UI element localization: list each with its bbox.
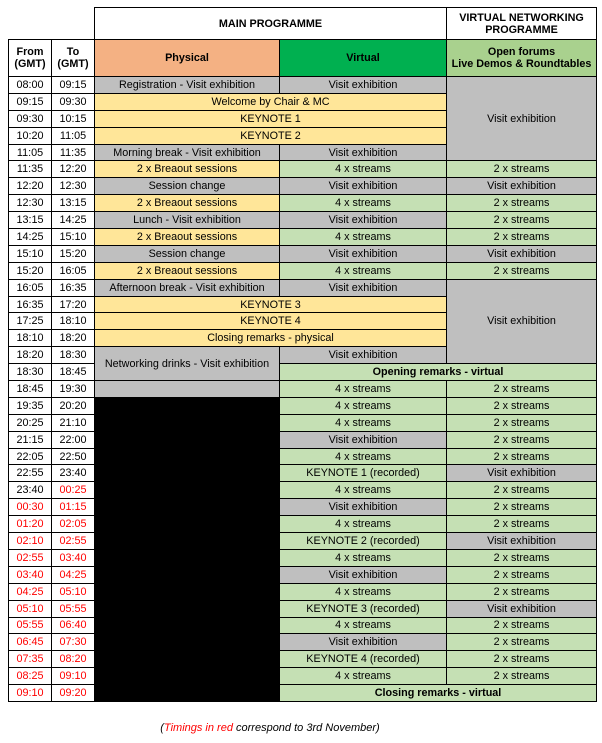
from-time: 20:25 [9, 414, 52, 431]
to-time: 12:30 [52, 178, 95, 195]
programme-table [8, 7, 597, 702]
table-row [9, 77, 597, 94]
note-red-label: Timings in red [163, 722, 233, 734]
physical-cell: Registration - Visit exhibition [95, 77, 280, 94]
to-time: 18:20 [52, 330, 95, 347]
to-time: 01:15 [52, 499, 95, 516]
from-time: 14:25 [9, 229, 52, 246]
from-time: 09:10 [9, 685, 52, 702]
from-time: 17:25 [9, 313, 52, 330]
physical-cell: Networking drinks - Visit exhibition [95, 347, 280, 381]
virtual-cell: 4 x streams [280, 583, 447, 600]
virtual-cell: KEYNOTE 1 (recorded) [280, 465, 447, 482]
from-time: 22:05 [9, 448, 52, 465]
open-cell: 2 x streams [447, 634, 597, 651]
to-time: 07:30 [52, 634, 95, 651]
header-blank-to [52, 8, 95, 40]
to-time: 14:25 [52, 212, 95, 229]
from-time: 09:30 [9, 110, 52, 127]
open-cell: Visit exhibition [447, 178, 597, 195]
header-row-1 [9, 8, 597, 40]
to-time: 13:15 [52, 195, 95, 212]
virtual-cell: 4 x streams [280, 381, 447, 398]
from-time: 16:35 [9, 296, 52, 313]
to-time: 15:10 [52, 229, 95, 246]
virtual-cell: 4 x streams [280, 161, 447, 178]
to-time: 02:05 [52, 516, 95, 533]
physical-cell: 2 x Breaout sessions [95, 161, 280, 178]
from-header: From (GMT) [9, 40, 52, 77]
from-time: 16:05 [9, 279, 52, 296]
open-cell: 2 x streams [447, 516, 597, 533]
to-time: 19:30 [52, 381, 95, 398]
from-time: 04:25 [9, 583, 52, 600]
from-time: 05:55 [9, 617, 52, 634]
open-cell: Visit exhibition [447, 77, 597, 161]
to-time: 06:40 [52, 617, 95, 634]
virtual-cell: Visit exhibition [280, 499, 447, 516]
open-cell: 2 x streams [447, 161, 597, 178]
from-time: 07:35 [9, 651, 52, 668]
physical-cell: Closing remarks - physical [95, 330, 447, 347]
to-time: 00:25 [52, 482, 95, 499]
to-time: 04:25 [52, 566, 95, 583]
open-cell: 2 x streams [447, 431, 597, 448]
open-cell: Visit exhibition [447, 600, 597, 617]
open-cell: 2 x streams [447, 583, 597, 600]
to-time: 09:10 [52, 668, 95, 685]
physical-cell: KEYNOTE 3 [95, 296, 447, 313]
to-time: 02:55 [52, 533, 95, 550]
live-demos-label: Live Demos & Roundtables [451, 58, 592, 70]
from-time: 19:35 [9, 397, 52, 414]
to-time: 11:35 [52, 144, 95, 161]
open-forums-label: Open forums [487, 46, 556, 58]
from-time: 11:05 [9, 144, 52, 161]
open-cell: 2 x streams [447, 617, 597, 634]
physical-cell: KEYNOTE 4 [95, 313, 447, 330]
virtual-cell: Visit exhibition [280, 245, 447, 262]
open-cell: Visit exhibition [447, 465, 597, 482]
from-time: 21:15 [9, 431, 52, 448]
table-row [9, 161, 597, 178]
open-cell: 2 x streams [447, 381, 597, 398]
from-time: 18:20 [9, 347, 52, 364]
from-time: 01:20 [9, 516, 52, 533]
virtual-cell: 4 x streams [280, 668, 447, 685]
physical-cell: Afternoon break - Visit exhibition [95, 279, 280, 296]
table-row [9, 195, 597, 212]
virtual-cell: Visit exhibition [280, 431, 447, 448]
to-time: 05:10 [52, 583, 95, 600]
physical-cell: 2 x Breaout sessions [95, 262, 280, 279]
virtual-cell: KEYNOTE 2 (recorded) [280, 533, 447, 550]
open-cell: 2 x streams [447, 229, 597, 246]
from-time: 23:40 [9, 482, 52, 499]
virtual-cell: Visit exhibition [280, 144, 447, 161]
from-time: 12:20 [9, 178, 52, 195]
from-time: 13:15 [9, 212, 52, 229]
to-time: 22:00 [52, 431, 95, 448]
virtual-cell: Visit exhibition [280, 566, 447, 583]
note-open-paren: ( [160, 722, 164, 734]
from-time: 18:30 [9, 364, 52, 381]
to-time: 17:20 [52, 296, 95, 313]
virtual-cell: Opening remarks - virtual [280, 364, 597, 381]
to-time: 03:40 [52, 549, 95, 566]
virtual-cell: 4 x streams [280, 262, 447, 279]
open-cell: 2 x streams [447, 262, 597, 279]
from-time: 09:15 [9, 93, 52, 110]
table-row [9, 381, 597, 398]
open-cell: 2 x streams [447, 212, 597, 229]
from-time: 05:10 [9, 600, 52, 617]
virtual-cell: KEYNOTE 3 (recorded) [280, 600, 447, 617]
virtual-cell: Visit exhibition [280, 634, 447, 651]
open-cell: 2 x streams [447, 566, 597, 583]
virtual-networking-title: VIRTUAL NETWORKING PROGRAMME [447, 8, 597, 40]
from-time: 12:30 [9, 195, 52, 212]
virtual-cell: KEYNOTE 4 (recorded) [280, 651, 447, 668]
physical-cell: Welcome by Chair & MC [95, 93, 447, 110]
from-time: 18:10 [9, 330, 52, 347]
to-time: 16:35 [52, 279, 95, 296]
open-cell: Visit exhibition [447, 245, 597, 262]
table-row [9, 212, 597, 229]
from-time: 15:20 [9, 262, 52, 279]
physical-blackout [95, 397, 280, 701]
from-time: 11:35 [9, 161, 52, 178]
virtual-cell: 4 x streams [280, 229, 447, 246]
from-time: 22:55 [9, 465, 52, 482]
from-time: 08:25 [9, 668, 52, 685]
table-row [9, 178, 597, 195]
from-time: 06:45 [9, 634, 52, 651]
open-cell: 2 x streams [447, 651, 597, 668]
physical-cell: 2 x Breaout sessions [95, 229, 280, 246]
to-time: 18:30 [52, 347, 95, 364]
to-time: 21:10 [52, 414, 95, 431]
physical-cell: Morning break - Visit exhibition [95, 144, 280, 161]
to-time: 10:15 [52, 110, 95, 127]
open-cell: 2 x streams [447, 482, 597, 499]
main-programme-title: MAIN PROGRAMME [95, 8, 447, 40]
to-time: 05:55 [52, 600, 95, 617]
virtual-cell: Visit exhibition [280, 77, 447, 94]
physical-cell: 2 x Breaout sessions [95, 195, 280, 212]
table-row [9, 262, 597, 279]
virtual-cell: 4 x streams [280, 414, 447, 431]
open-cell: 2 x streams [447, 499, 597, 516]
virtual-cell: Visit exhibition [280, 212, 447, 229]
virtual-cell: 4 x streams [280, 549, 447, 566]
to-time: 09:30 [52, 93, 95, 110]
to-time: 08:20 [52, 651, 95, 668]
virtual-cell: Visit exhibition [280, 347, 447, 364]
table-row [9, 229, 597, 246]
open-cell: Visit exhibition [447, 533, 597, 550]
virtual-cell: 4 x streams [280, 448, 447, 465]
header-row-2 [9, 40, 597, 77]
from-time: 02:55 [9, 549, 52, 566]
from-time: 00:30 [9, 499, 52, 516]
open-forums-header [447, 40, 597, 77]
virtual-cell: 4 x streams [280, 195, 447, 212]
open-cell: 2 x streams [447, 549, 597, 566]
virtual-cell: Visit exhibition [280, 178, 447, 195]
to-time: 12:20 [52, 161, 95, 178]
to-time: 23:40 [52, 465, 95, 482]
virtual-cell: 4 x streams [280, 516, 447, 533]
to-time: 18:45 [52, 364, 95, 381]
from-time: 02:10 [9, 533, 52, 550]
virtual-cell: Visit exhibition [280, 279, 447, 296]
to-time: 11:05 [52, 127, 95, 144]
physical-cell: Session change [95, 245, 280, 262]
to-time: 18:10 [52, 313, 95, 330]
timing-note [0, 722, 540, 734]
from-time: 03:40 [9, 566, 52, 583]
from-time: 10:20 [9, 127, 52, 144]
virtual-header: Virtual [280, 40, 447, 77]
to-time: 15:20 [52, 245, 95, 262]
to-time: 16:05 [52, 262, 95, 279]
open-cell: Visit exhibition [447, 279, 597, 363]
open-cell: 2 x streams [447, 195, 597, 212]
from-time: 15:10 [9, 245, 52, 262]
virtual-cell: 4 x streams [280, 617, 447, 634]
open-cell: 2 x streams [447, 397, 597, 414]
physical-cell: Session change [95, 178, 280, 195]
physical-cell: KEYNOTE 1 [95, 110, 447, 127]
note-rest: correspond to 3rd November) [232, 722, 380, 734]
to-time: 22:50 [52, 448, 95, 465]
virtual-cell: 4 x streams [280, 482, 447, 499]
physical-cell: Lunch - Visit exhibition [95, 212, 280, 229]
table-row [9, 279, 597, 296]
to-header: To (GMT) [52, 40, 95, 77]
physical-header: Physical [95, 40, 280, 77]
to-time: 09:15 [52, 77, 95, 94]
open-cell: 2 x streams [447, 448, 597, 465]
virtual-cell: 4 x streams [280, 397, 447, 414]
to-time: 20:20 [52, 397, 95, 414]
to-time: 09:20 [52, 685, 95, 702]
physical-cell: KEYNOTE 2 [95, 127, 447, 144]
table-row [9, 397, 597, 414]
physical-cell [95, 381, 280, 398]
open-cell: 2 x streams [447, 414, 597, 431]
header-blank-from [9, 8, 52, 40]
table-row [9, 245, 597, 262]
from-time: 18:45 [9, 381, 52, 398]
from-time: 08:00 [9, 77, 52, 94]
open-cell: 2 x streams [447, 668, 597, 685]
virtual-cell: Closing remarks - virtual [280, 685, 597, 702]
